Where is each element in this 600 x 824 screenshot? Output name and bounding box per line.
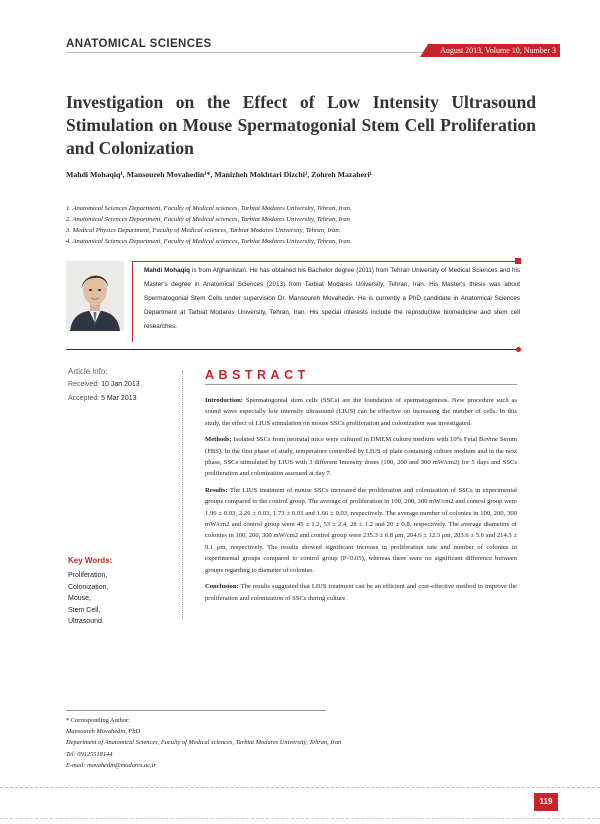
issue-info: August 2013, Volume 10, Number 3: [428, 44, 560, 57]
abstract-rule: [205, 384, 517, 385]
page-number: 119: [534, 793, 558, 811]
keyword-item: Stem Cell,: [68, 606, 101, 614]
affiliation-item: 2. Anatomical Sciences Department, Faculty of Medical sciences, Tarbiat Modares University, Tehran, Iran.: [66, 216, 352, 223]
keyword-item: Colonization,: [68, 583, 109, 591]
author-photo: [66, 261, 124, 331]
footer-rule: [0, 787, 600, 788]
received-date: [68, 381, 140, 388]
results-label: Results:: [205, 486, 228, 494]
received-label: Received:: [68, 381, 100, 388]
keyword-item: Mouse,: [68, 595, 91, 602]
header-rule: [66, 52, 428, 53]
abstract-results: [205, 485, 517, 576]
accepted-date: [68, 395, 137, 402]
received-value: 10 Jan 2013: [101, 381, 140, 388]
abstract-conclusion: [205, 581, 517, 604]
issue-bar-notch: [420, 44, 428, 57]
affiliation-item: 3. Medical Physics Department, Faculty of Medical sciences, Tarbiat Modares University, Tehran, Iran.: [66, 227, 341, 234]
abstract-introduction: [205, 395, 517, 429]
affiliation-item: 4. Anatomical Sciences Department, Faculty of Medical sciences, Tarbiat Modares University, Tehran, Iran.: [66, 238, 352, 245]
journal-name: ANATOMICAL SCIENCES: [66, 38, 212, 50]
abstract-body: [205, 395, 517, 609]
affiliation-list: [66, 203, 546, 247]
accepted-label: Accepted:: [68, 395, 100, 402]
conclusion-label: Conclusion:: [205, 583, 239, 591]
author-bio: [144, 264, 520, 334]
introduction-label: Introduction:: [205, 397, 243, 404]
corresponding-name: Mansoureh Movahedin, PhD: [66, 728, 141, 736]
footer-base-rule: [0, 818, 600, 819]
corresponding-author: [66, 715, 341, 771]
footnote-rule: [66, 710, 326, 711]
section-divider: [66, 349, 518, 350]
corresponding-label: * Corresponding Author:: [66, 717, 130, 724]
keyword-item: Proliferation,: [68, 572, 108, 579]
article-title: Investigation on the Effect of Low Intensity Ultrasound Stimulation on Mouse Spermatogonial Stem Cell Proliferation and Colonization: [66, 92, 536, 158]
divider-dot: [516, 347, 521, 352]
article-info-heading: Article info:: [68, 367, 108, 376]
corresponding-email[interactable]: E-mail: movahedm@modares.ac.ir: [66, 761, 156, 769]
abstract-methods: [205, 434, 517, 480]
abstract-heading: ABSTRACT: [205, 368, 310, 382]
accepted-value: 5 Mar 2013: [101, 395, 137, 402]
corresponding-address: Department of Anatomical Sciences, Faculty of Medical sciences, Tarbiat Modares University, Tehran, Iran: [66, 739, 342, 747]
keyword-item: Ultrasound.: [68, 618, 104, 625]
bio-name: Mahdi Mohaqiq: [144, 267, 191, 274]
methods-text: Isolated SSCs from neonatal mice were cultured in DMEM culture medium with 10% Fetal Bovine Serum (FBS). In the first phase of study, temperature controlled by LIUS of plate containing culture medium and in the next phase, SSCs stimulated by LIUS with 3 different Intensity doses (100, 200 and 300 mW/cm2) for 5 days and SSCs proliferation and colonization assessed at day 7.: [205, 436, 517, 478]
keywords-heading: Key Words:: [68, 556, 113, 565]
conclusion-text: The results suggested that LIUS treatment can be an efficient and cost-effective method to improve the proliferation and colonization of SSCs during culture.: [205, 583, 517, 602]
methods-label: Methods:: [205, 436, 232, 444]
column-divider: [182, 371, 184, 619]
bio-body: is from Afghanistan. He has obtained his Bachelor degree (2011) from Tehran University of Medical Sciences and his Master's degree in Anatomical Sciences (2013) from Tarbiat Modares University, Tehran, Iran. His Master's thesis was about Spermatogonial Stem Cells under supervision Dr. Mansoureh Movahedin. He is currently a PhD candidate in Anatomical Sciences Department at Tarbiat Modares University, Tehran, Iran. His special interests include the reproductive biomedicine and stem cell researches.: [144, 267, 521, 330]
corresponding-tel: Tel: 09125518144: [66, 750, 113, 758]
results-text: The LIUS treatment of mouse SSCs increased the proliferation and colonization of SSCs in experimental groups compared to the control group. The average of proliferation in 100, 200, 300 mW/cm2 and control group were 1.96 ± 0.03, 2.26 ± 0.03, 1.73 ± 0.03 and 1.66 ± 0.03, respectively. The average number of colonies in 100, 200, 300 mW/cm2 and control group were 45 ± 1.2, 53 ± 2.4, 28 ± 1.2 and 20 ± 0.8, respectively. The average diameters of colonies in 100, 200, 300 mW/cm2 and control group were 235.3 ± 6.8 μm, 204.6 ± 12.3 μm, 203.6 ± 5.6 and 214.3 ± 9.1 μm, respectively. The results showed significant increase in proliferation rate and number of colonies in experimental groups compared to control group (P<0.05), whereas there were no significant difference between groups regarding to diameter of colonies.: [205, 486, 517, 574]
author-list: Mahdi Mohaqiq¹, Mansoureh Movahedin¹*, Manizheh Mokhtari Dizchi², Zohreh Mazaheri¹: [66, 170, 373, 179]
author-portrait-icon: [66, 261, 124, 331]
keywords-list: [68, 570, 108, 628]
affiliation-item: 1. Anatomical Sciences Department, Faculty of Medical sciences, Tarbiat Modares University, Tehran, Iran.: [66, 205, 352, 212]
introduction-text: Spermatogonial stem cells (SSCs) are the foundation of spermatogenesis. New procedure such as sound wave especially low intensity ultrasound (LIUS) can be effective on increasing the number of cells. In this study, the effect of LIUS stimulation on mouse SSCs proliferation and colonization was investigated.: [205, 397, 517, 427]
